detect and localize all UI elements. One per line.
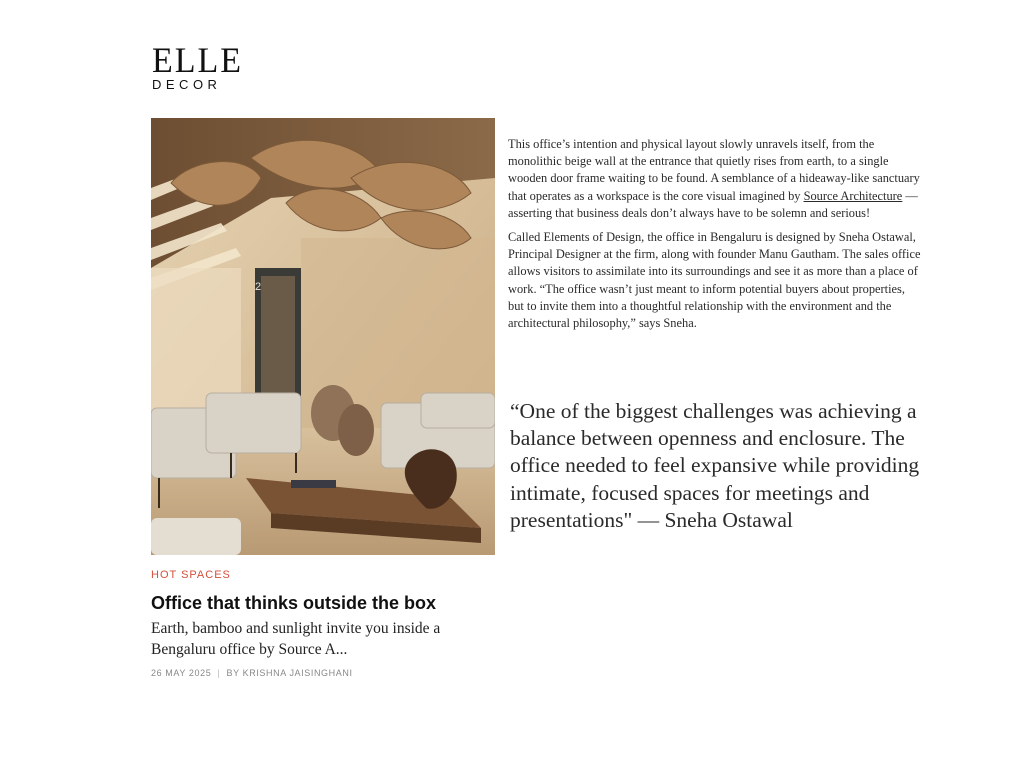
body-paragraph-1 bbox=[508, 136, 923, 222]
article-category[interactable]: HOT SPACES bbox=[151, 569, 231, 581]
article-meta bbox=[151, 668, 353, 678]
article-headline[interactable]: Office that thinks outside the box bbox=[151, 593, 437, 613]
paragraph-1-text-end: — asserting that business deals don’t always have to be solemn and serious! bbox=[508, 188, 918, 220]
logo-elle: ELLE bbox=[152, 41, 244, 81]
door-number: 2 bbox=[255, 281, 262, 293]
source-architecture-link[interactable]: Source Architecture bbox=[803, 188, 903, 203]
elle-decor-logo[interactable] bbox=[152, 41, 252, 92]
article-hero-image[interactable] bbox=[151, 118, 495, 555]
logo-decor: DECOR bbox=[152, 77, 222, 92]
article-body bbox=[508, 136, 923, 339]
meta-separator: | bbox=[217, 668, 221, 678]
article-dek: Earth, bamboo and sunlight invite you inside a Bengaluru office by Source A... bbox=[151, 620, 441, 658]
article-byline[interactable]: BY KRISHNA JAISINGHANI bbox=[226, 668, 353, 678]
article-date: 26 MAY 2025 bbox=[151, 668, 212, 678]
paragraph-1-text: This office’s intention and physical layout slowly unravels itself, from the monolithic beige wall at the entrance that quietly rises from earth, to a single wooden door frame waiting to be found. A semblance of a hideaway-like sanctuary that operates as a workspace is the core visual imagined by bbox=[508, 137, 920, 203]
body-paragraph-2: Called Elements of Design, the office in Bengaluru is designed by Sneha Ostawal, Principal Designer at the firm, along with founder Manu Gautham. The sales office allows visitors to assimilate into its surroundings and see it as more than a place of work. “The office wasn’t just meant to inform potential buyers about properties, but to invite them into a thoughtful relationship with the environment and the architectural philosophy,” says Sneha. bbox=[508, 230, 921, 331]
pull-quote: “One of the biggest challenges was achieving a balance between openness and enclosure. The office needed to feel expansive while providing intimate, focused spaces for meetings and presentations" — Sneha Ostawal bbox=[510, 399, 920, 532]
